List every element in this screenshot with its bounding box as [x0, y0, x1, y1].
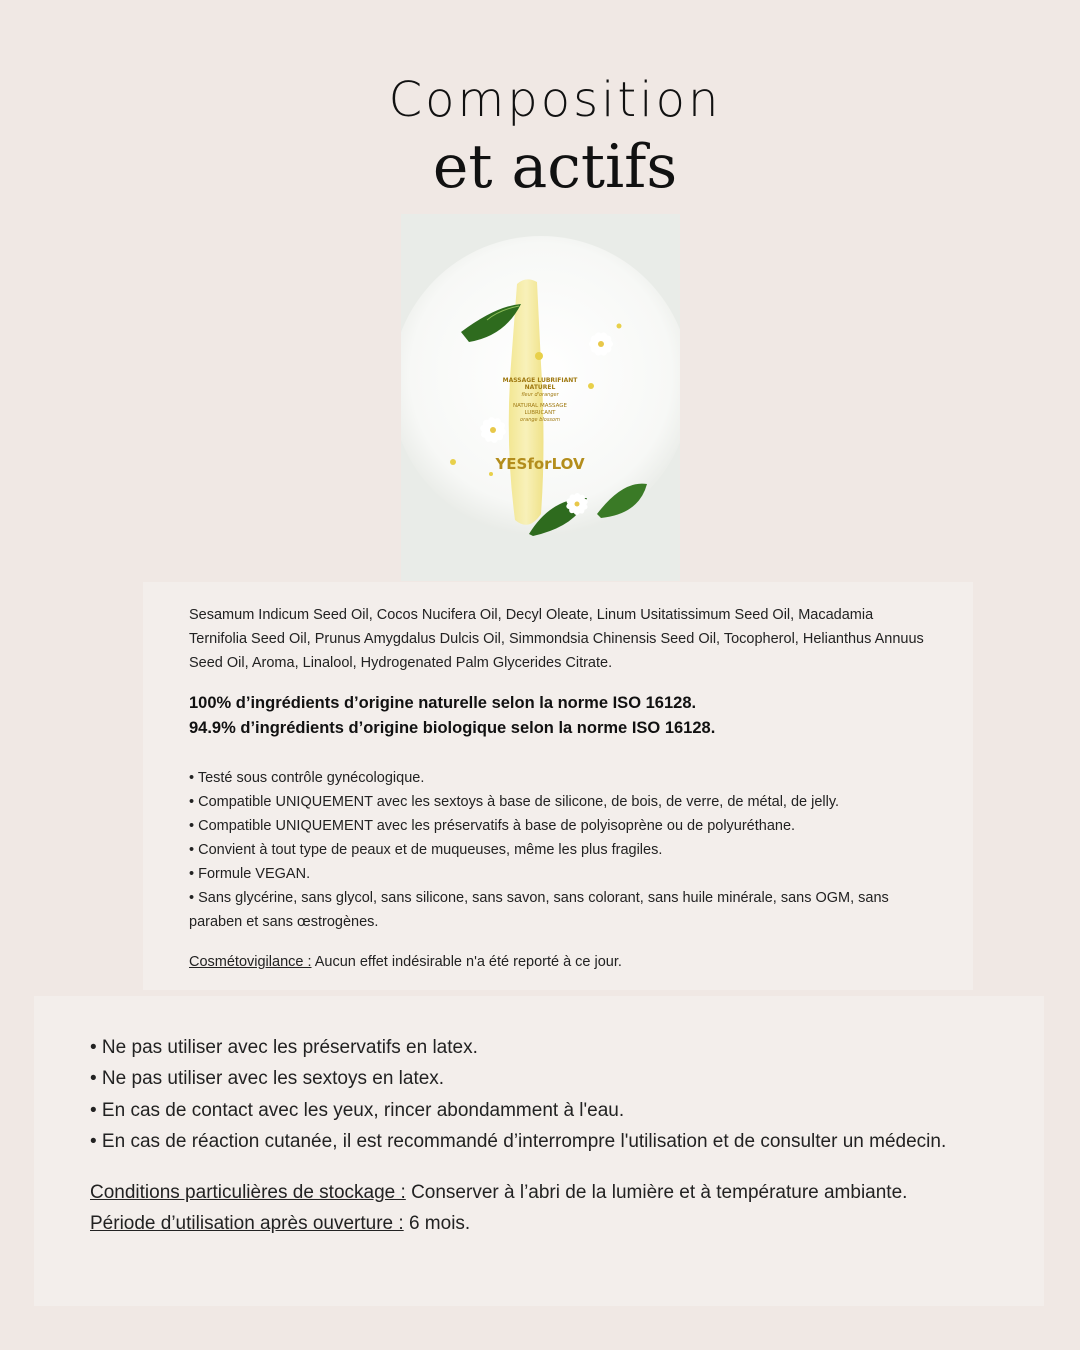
storage-conditions: [90, 1177, 1050, 1208]
feature-item: • Convient à tout type de peaux et de muqueuses, même les plus fragiles.: [189, 842, 663, 858]
feature-item: • Sans glycérine, sans glycol, sans silicone, sans savon, sans colorant, sans huile minérale, sans OGM, sans paraben et sans œstrogènes.: [189, 890, 889, 930]
label-line4: NATURAL MASSAGE: [512, 403, 568, 409]
feature-item: • Testé sous contrôle gynécologique.: [189, 770, 425, 786]
brand-logo: YESforLOV: [495, 455, 585, 473]
page-title-line1: Composition: [388, 72, 722, 128]
cosmetovigilance: [189, 950, 929, 974]
storage-conditions-text: Conserver à l’abri de la lumière et à température ambiante.: [405, 1182, 908, 1203]
natural-origin: 100% d’ingrédients d’origine naturelle selon la norme ISO 16128.: [189, 694, 697, 712]
warning-item: • En cas de contact avec les yeux, rincer abondamment à l'eau.: [90, 1099, 625, 1121]
feature-item: • Compatible UNIQUEMENT avec les préservatifs à base de polyisoprène ou de polyuréthane.: [189, 818, 796, 834]
storage-info: [90, 1177, 1050, 1240]
feature-list: [189, 766, 929, 934]
warning-item: • Ne pas utiliser avec les sextoys en latex.: [90, 1068, 445, 1090]
ingredients-list: Sesamum Indicum Seed Oil, Cocos Nucifera Oil, Decyl Oleate, Linum Usitatissimum Seed Oil, Macadamia Ternifolia Seed Oil, Prunus Amygdalus Dulcis Oil, Simmondsia Chinensis Seed Oil, Tocopherol, Helianthus Annuus Seed Oil, Aroma, Linalool, Hydrogenated Palm Glycerides Citrate.: [189, 607, 924, 671]
feature-item: • Compatible UNIQUEMENT avec les sextoys à base de silicone, de bois, de verre, de métal, de jelly.: [189, 794, 840, 810]
warning-item: • Ne pas utiliser avec les préservatifs en latex.: [90, 1037, 478, 1058]
feature-item: • Formule VEGAN.: [189, 866, 311, 882]
label-line1: MASSAGE LUBRIFIANT: [502, 377, 578, 384]
cosmetovigilance-label: Cosmétovigilance :: [189, 954, 312, 970]
origin-statement: [189, 691, 949, 741]
usage-period-label: Période d’utilisation après ouverture :: [90, 1213, 404, 1235]
storage-conditions-label: Conditions particulières de stockage :: [90, 1182, 406, 1203]
organic-origin: 94.9% d’ingrédients d’origine biologique selon la norme ISO 16128.: [189, 719, 716, 737]
product-photo: [401, 214, 680, 581]
usage-period-text: 6 mois.: [403, 1213, 471, 1235]
label-line3: fleur d'oranger: [521, 392, 559, 398]
label-line6: orange blossom: [520, 417, 560, 423]
label-line2: NATUREL: [524, 384, 556, 391]
warning-item: • En cas de réaction cutanée, il est recommandé d’interrompre l'utilisation et de consulter un médecin.: [90, 1130, 947, 1152]
usage-period: [90, 1208, 1050, 1239]
label-line5: LUBRICANT: [524, 410, 556, 416]
cosmetovigilance-text: Aucun effet indésirable n'a été reporté à ce jour.: [311, 954, 622, 970]
page-title-line2: et actifs: [432, 132, 678, 202]
warning-list: [90, 1032, 1050, 1157]
